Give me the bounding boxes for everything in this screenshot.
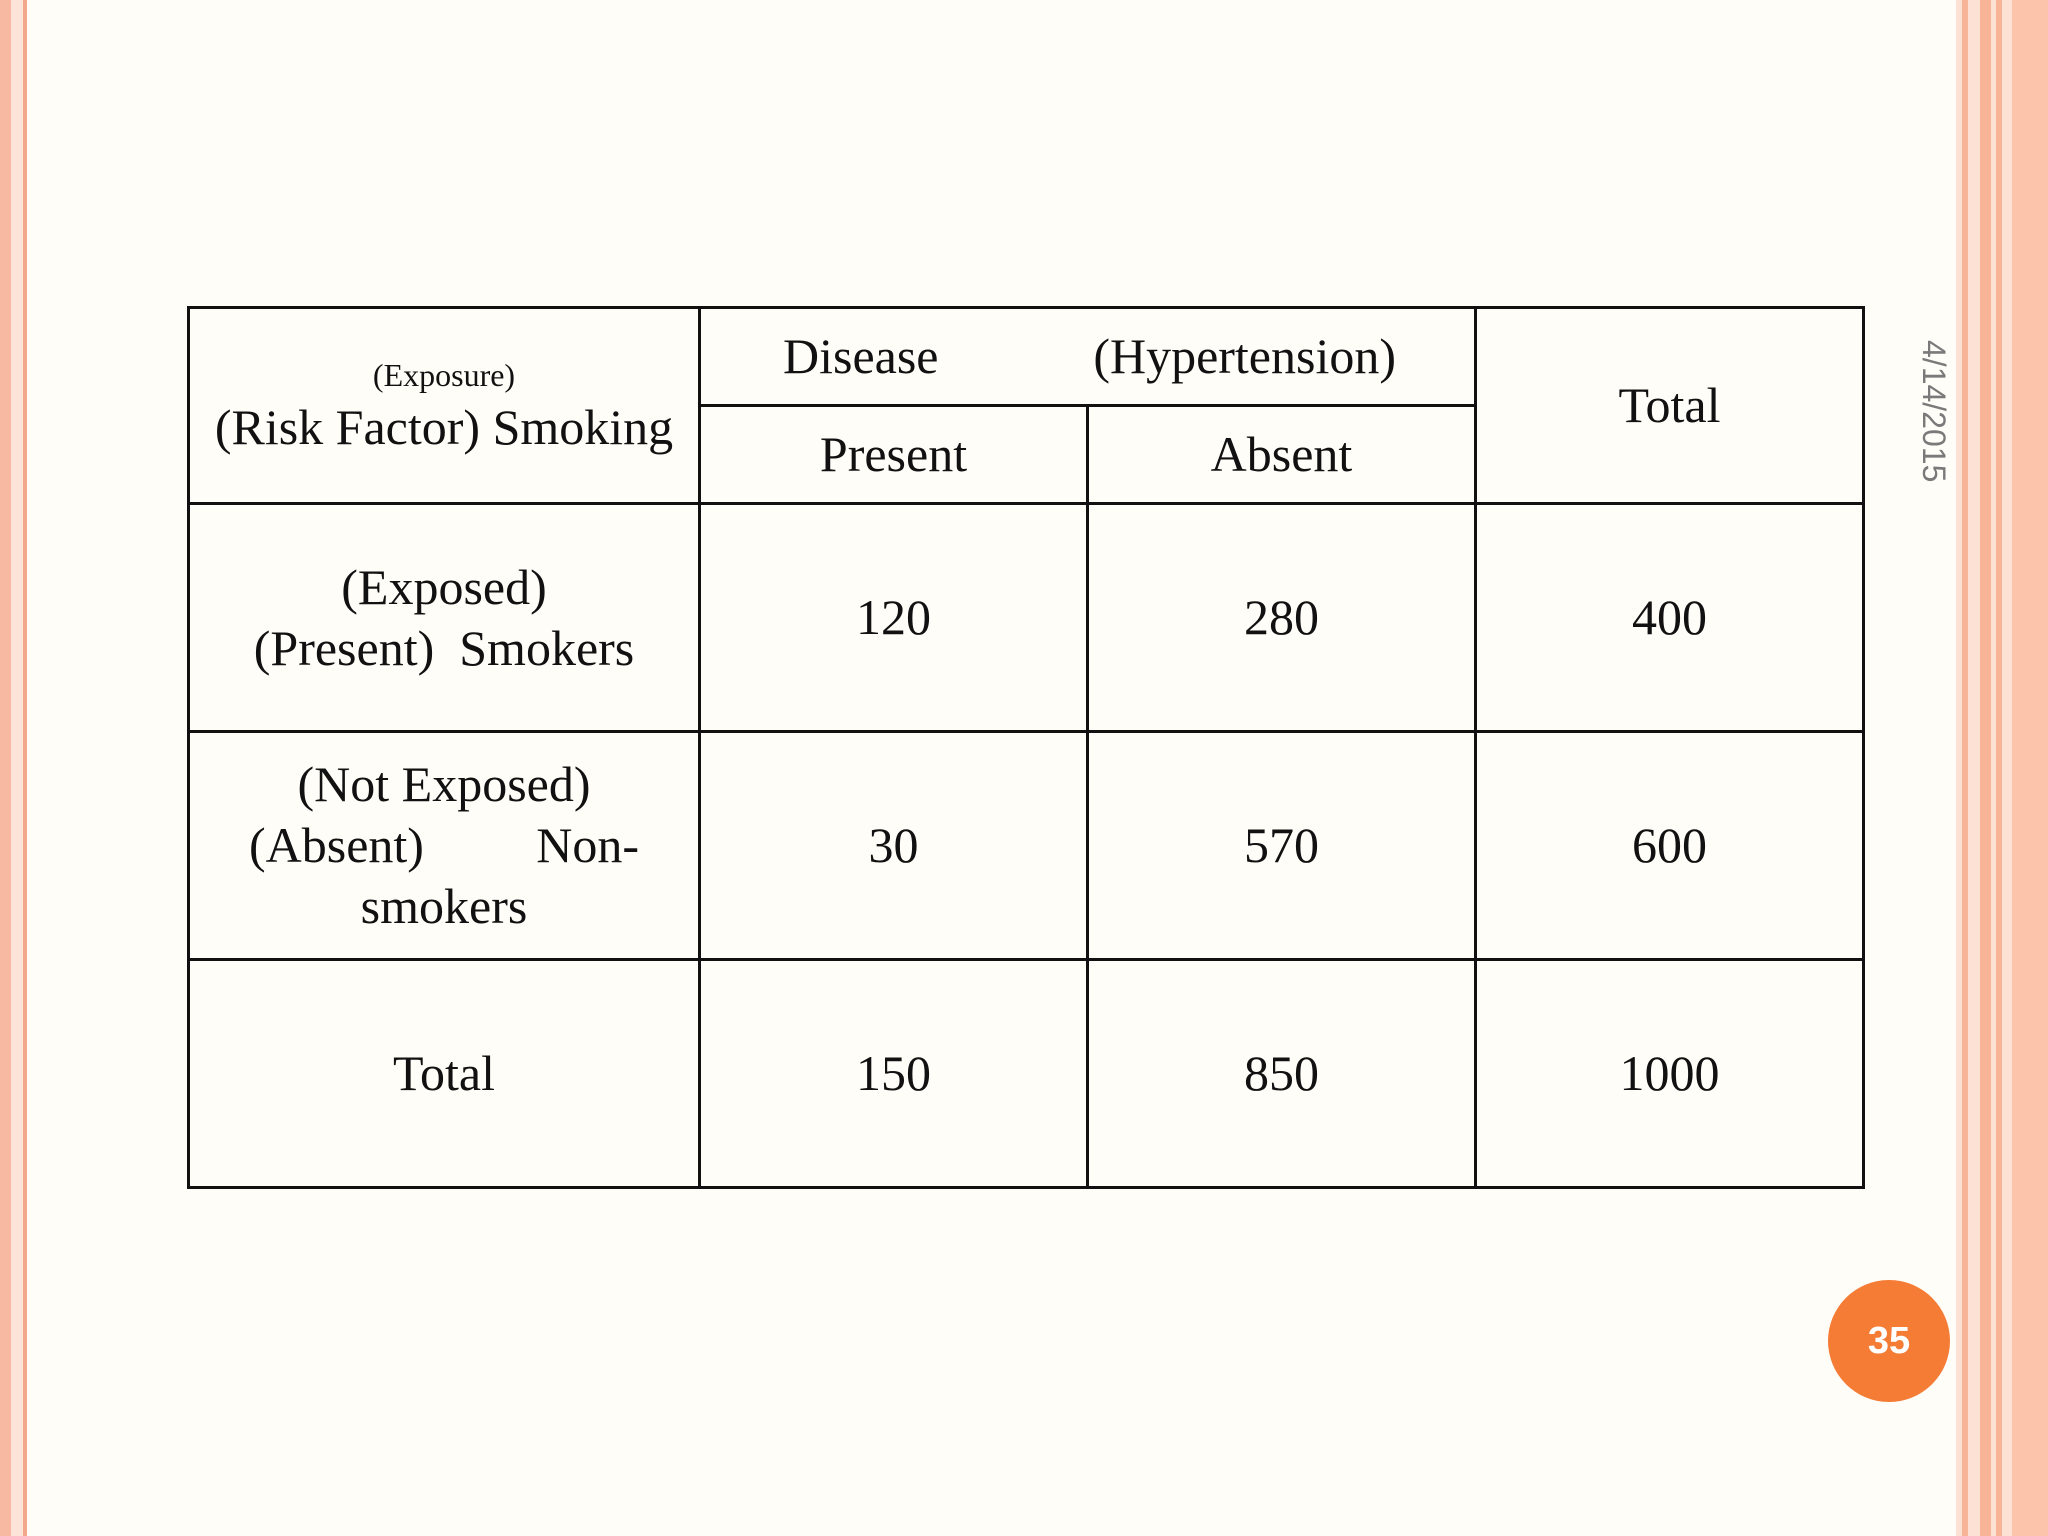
header-present-cell: Present (700, 406, 1088, 504)
row-label-block (249, 754, 639, 937)
header-exposure-label: (Exposure) (372, 357, 516, 393)
row-label-cell: Total (189, 960, 700, 1188)
row-label-cell (189, 732, 700, 960)
row-label-line: (Exposed) (341, 558, 547, 615)
row-label-cell (189, 504, 700, 732)
cell-absent: 850 (1088, 960, 1476, 1188)
header-absent-cell: Absent (1088, 406, 1476, 504)
table-row-nonsmokers (189, 732, 1864, 960)
cell-total: 1000 (1476, 960, 1864, 1188)
left-border-stripe (0, 0, 11, 1536)
header-total-cell (1476, 308, 1864, 504)
cell-present: 120 (700, 504, 1088, 732)
right-border-stripe (1968, 0, 1980, 1536)
contingency-table (187, 306, 1865, 1189)
row-label-line (249, 815, 639, 876)
header-total-label: Total (1618, 377, 1721, 433)
right-border-stripe (1980, 0, 1991, 1536)
cell-absent: 570 (1088, 732, 1476, 960)
row-label-line: (Present) Smokers (253, 619, 635, 676)
header-disease-label: Disease (783, 328, 939, 384)
left-border-stripe-inner (11, 0, 23, 1536)
header-risk-factor-cell (189, 308, 700, 504)
slide-date: 4/14/2015 (1916, 340, 1952, 483)
cell-present: 30 (700, 732, 1088, 960)
table-header-row (189, 308, 1864, 406)
cell-total: 600 (1476, 732, 1864, 960)
header-risk-factor-label: (Risk Factor) Smoking (214, 399, 674, 455)
left-border-line (23, 0, 27, 1536)
row-label-word: Non- (536, 817, 639, 873)
cell-total: 400 (1476, 504, 1864, 732)
table-row-smokers (189, 504, 1864, 732)
right-border-stripe (2002, 0, 2012, 1536)
right-border-stripe (2012, 0, 2048, 1536)
header-hypertension-label: (Hypertension) (1093, 328, 1396, 384)
row-label-word: (Absent) (249, 817, 424, 873)
table-row-total (189, 960, 1864, 1188)
cell-absent: 280 (1088, 504, 1476, 732)
row-label-line: smokers (360, 878, 528, 934)
page-number-badge: 35 (1828, 1280, 1950, 1402)
header-disease-cell (700, 308, 1476, 406)
cell-present: 150 (700, 960, 1088, 1188)
row-label-line: (Not Exposed) (297, 756, 591, 812)
